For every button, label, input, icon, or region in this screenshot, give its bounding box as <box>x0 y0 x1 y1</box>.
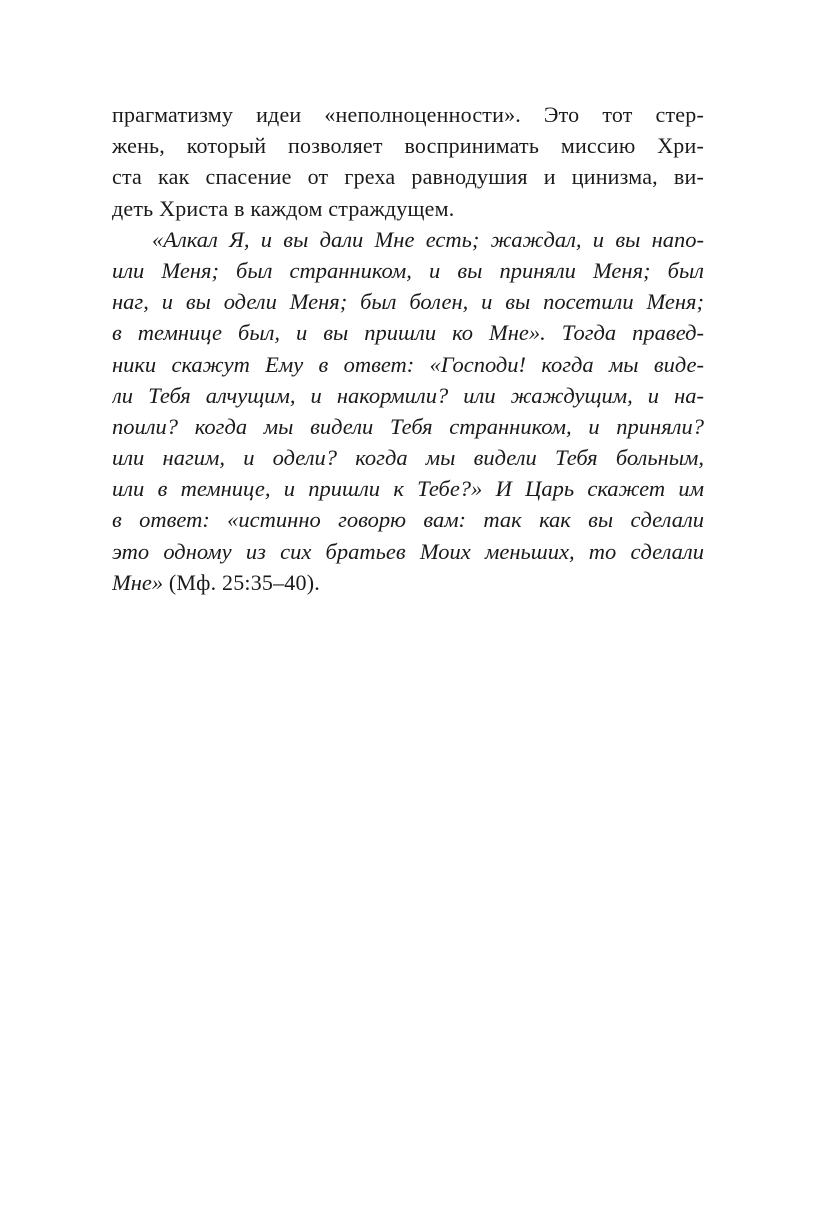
text-line: или в темнице, и пришли к Тебе?» И Царь скажет им <box>112 476 704 502</box>
text-line: ста как спасение от греха равнодушия и цинизма, ви- <box>112 164 704 190</box>
text-line: поили? когда мы видели Тебя странником, и приняли? <box>112 413 704 439</box>
bible-reference: (Мф. 25:35–40). <box>163 569 320 595</box>
paragraph-scripture-quote <box>112 224 704 598</box>
text-line: деть Христа в каждом страждущем. <box>112 195 455 221</box>
text-line: ники скажут Ему в ответ: «Господи! когда мы виде- <box>112 351 704 377</box>
quote-ending: Мне» <box>112 569 164 595</box>
text-line-final <box>112 567 704 598</box>
body-text <box>112 99 704 598</box>
text-line: прагматизму идеи «неполноценности». Это тот стер- <box>112 102 704 127</box>
paragraph-intro <box>112 99 704 224</box>
text-line: в темнице был, и вы пришли ко Мне». Тогда правед- <box>112 320 704 346</box>
text-line: или Меня; был странником, и вы приняли Меня; был <box>112 257 704 283</box>
text-line: это одному из сих братьев Моих меньших, то сделали <box>112 538 704 564</box>
text-line: наг, и вы одели Меня; был болен, и вы посетили Меня; <box>112 289 704 315</box>
text-line: в ответ: «истинно говорю вам: так как вы сделали <box>112 507 704 533</box>
text-line: жень, который позволяет воспринимать миссию Хри- <box>112 133 704 159</box>
text-line: ли Тебя алчущим, и накормили? или жаждущим, и на- <box>112 382 704 408</box>
text-line: или нагим, и одели? когда мы видели Тебя больным, <box>112 445 704 471</box>
text-line: «Алкал Я, и вы дали Мне есть; жаждал, и вы напо- <box>152 226 704 252</box>
